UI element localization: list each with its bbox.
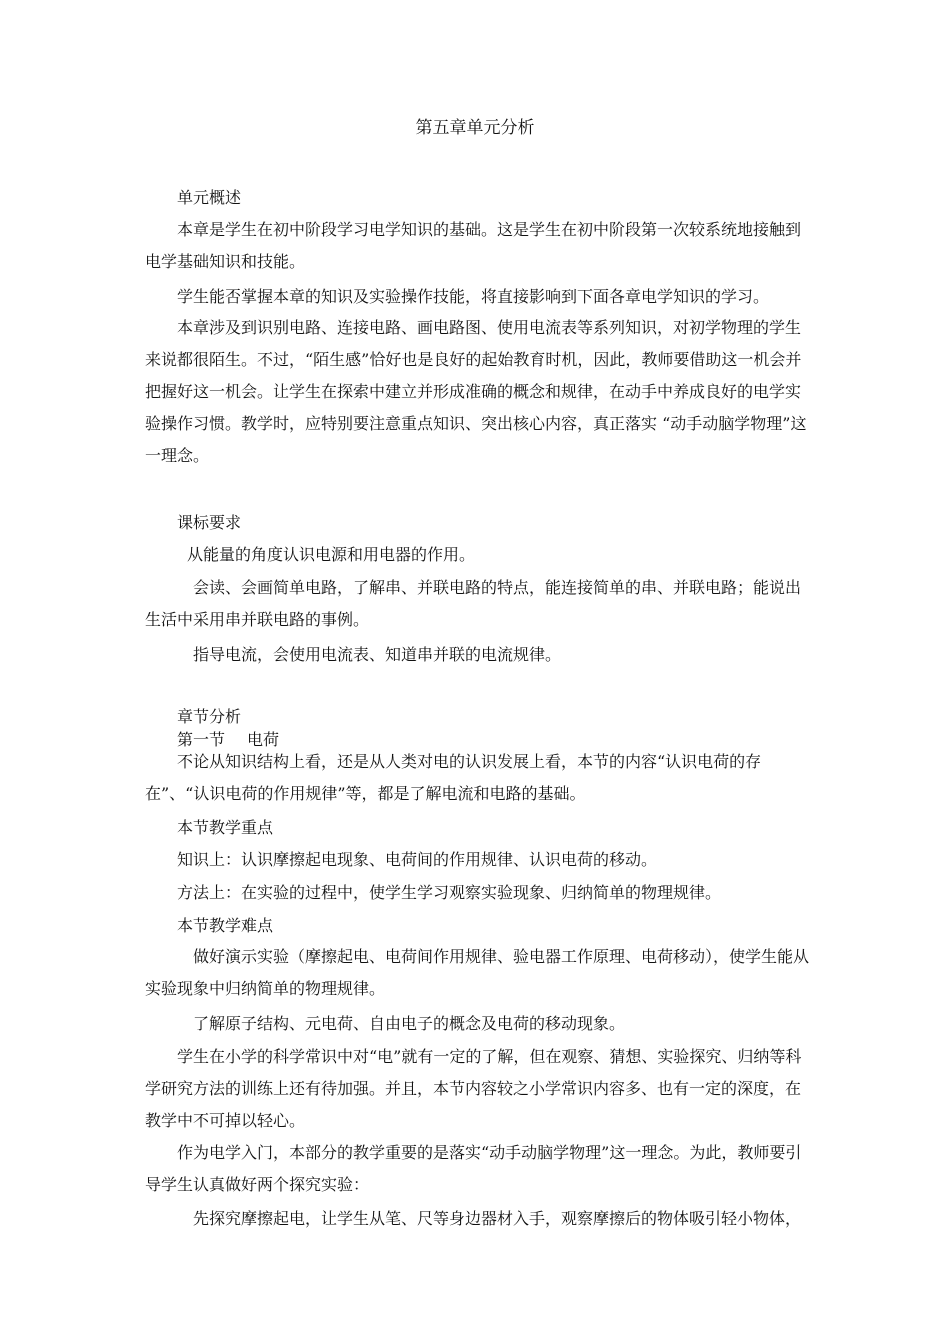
difficulties-heading: 本节教学难点 (177, 916, 274, 935)
overview-paragraph-1: 本章是学生在初中阶段学习电学知识的基础。这是学生在初中阶段第一次较系统地接触到电学基础知识和技能。 (145, 220, 802, 271)
overview-paragraph-2: 学生能否掌握本章的知识及实验操作技能，将直接影响到下面各章电学知识的学习。 (177, 287, 770, 306)
chapter-heading: 章节分析 (177, 707, 242, 726)
standards-paragraph-2: 会读、会画简单电路，了解串、并联电路的特点，能连接简单的串、并联电路；能说出生活中采用串并联电路的事例。 (145, 578, 802, 629)
key-point-method: 方法上：在实验的过程中，使学生学习观察实验现象、归纳简单的物理规律。 (177, 883, 722, 902)
analysis-paragraph-1: 学生在小学的科学常识中对“电”就有一定的了解，但在观察、猜想、实验探究、归纳等科学研究方法的训练上还有待加强。并且，本节内容较之小学常识内容多、也有一定的深度，在教学中不可掉以轻心。 (145, 1047, 802, 1130)
key-points-heading: 本节教学重点 (177, 818, 274, 837)
difficulty-paragraph-2: 了解原子结构、元电荷、自由电子的概念及电荷的移动现象。 (193, 1014, 626, 1033)
section-name: 电荷 (247, 730, 280, 749)
key-point-knowledge: 知识上：认识摩擦起电现象、电荷间的作用规律、认识电荷的移动。 (177, 850, 658, 869)
standards-paragraph-1: 从能量的角度认识电源和用电器的作用。 (187, 545, 476, 564)
standards-paragraph-3: 指导电流，会使用电流表、知道串并联的电流规律。 (193, 645, 562, 664)
overview-paragraph-3: 本章涉及到识别电路、连接电路、画电路图、使用电流表等系列知识，对初学物理的学生来说都很陌生。不过，“陌生感”恰好也是良好的起始教育时机，因此，教师要借助这一机会并把握好这一机会。让学生在探索中建立并形成准确的概念和规律，在动手中养成良好的电学实验操作习惯。教学时，应特别要注意重点知识、突出核心内容，真正落实 “动手动脑学物理”这一理念。 (145, 318, 807, 465)
overview-heading: 单元概述 (177, 188, 242, 207)
section-intro: 不论从知识结构上看，还是从人类对电的认识发展上看，本节的内容“认识电荷的存在”、“认识电荷的作用规律”等，都是了解电流和电路的基础。 (145, 752, 762, 803)
analysis-paragraph-2: 作为电学入门，本部分的教学重要的是落实“动手动脑学物理”这一理念。为此，教师要引导学生认真做好两个探究实验： (145, 1143, 802, 1194)
difficulty-paragraph-1: 做好演示实验（摩擦起电、电荷间作用规律、验电器工作原理、电荷移动），使学生能从实验现象中归纳简单的物理规律。 (145, 947, 810, 998)
section-number: 第一节 (177, 730, 226, 749)
standards-heading: 课标要求 (177, 513, 242, 532)
analysis-paragraph-3: 先探究摩擦起电，让学生从笔、尺等身边器材入手，观察摩擦后的物体吸引轻小物体， (193, 1209, 802, 1228)
page-title: 第五章单元分析 (415, 118, 535, 138)
